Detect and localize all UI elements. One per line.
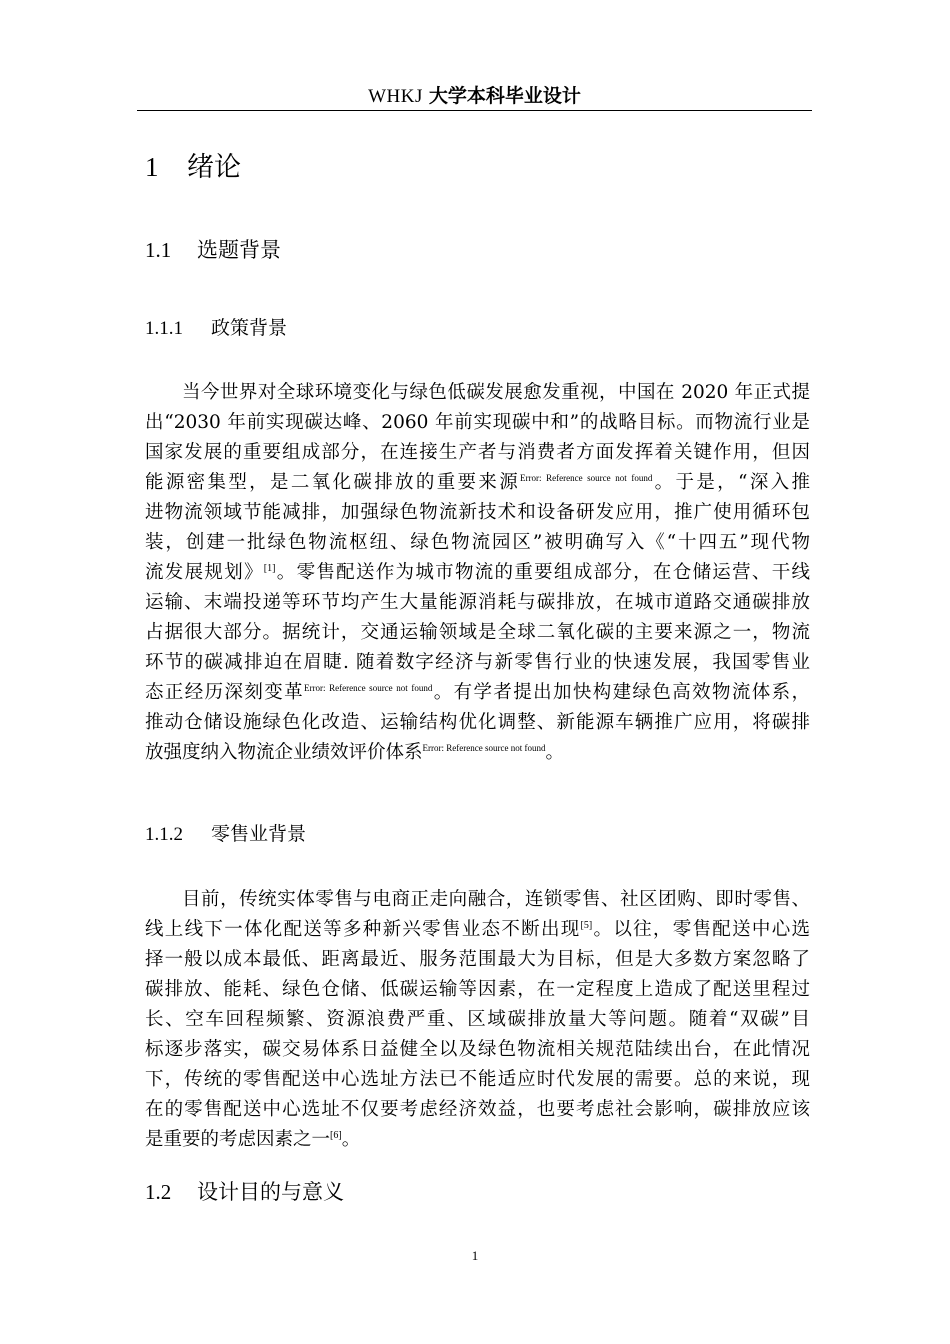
text-line: 进物流领域节能减排，加强绿色物流新技术和设备研发应用，推广使用循环包	[145, 502, 810, 523]
text-line: 国家发展的重要组成部分，在连接生产者与消费者方面发挥着关键作用，但因	[145, 442, 810, 463]
text-line: 推动仓储设施绿色化改造、运输结构优化调整、新能源车辆推广应用，将碳排	[145, 712, 810, 733]
paragraph-policy-background	[145, 378, 810, 768]
text-line: 当今世界对全球环境变化与绿色低碳发展愈发重视，中国在 2020 年正式提	[182, 382, 810, 403]
chapter-number: 1	[145, 152, 159, 182]
text-line: 下，传统的零售配送中心选址方法已不能适应时代发展的需要。总的来说，现	[145, 1069, 810, 1090]
subsection-title: 政策背景	[211, 317, 288, 339]
text-span: 放强度纳入物流企业绩效评价体系	[145, 742, 423, 763]
text-span: 。	[341, 1129, 361, 1150]
text-span: 。	[545, 742, 564, 763]
subsection-number: 1.1.1	[145, 318, 183, 339]
section-title: 设计目的与意义	[197, 1180, 344, 1204]
header-title: 大学本科毕业设计	[428, 85, 581, 107]
text-line	[145, 738, 810, 768]
text-span: 。零售配送作为城市物流的重要组成部分，在仓储运营、干线	[275, 562, 810, 583]
text-line: 在的零售配送中心选址不仅要考虑经济效益，也要考虑社会影响，碳排放应该	[145, 1099, 810, 1120]
text-line: 长、空车回程频繁、资源浪费严重、区域碳排放量大等问题。随着“双碳”目	[145, 1009, 810, 1030]
header-rule	[137, 110, 812, 111]
section-heading-1-1	[145, 236, 281, 264]
text-span: 态正经历深刻变革	[145, 682, 304, 703]
text-span: 是重要的考虑因素之一	[145, 1129, 331, 1150]
citation: [6]	[330, 1130, 342, 1141]
text-line: 占据很大部分。据统计，交通运输领域是全球二氧化碳的主要来源之一，物流	[145, 622, 810, 643]
text-line: 出“2030 年前实现碳达峰、2060 年前实现碳中和”的战略目标。而物流行业是	[145, 412, 810, 433]
text-span: 能源密集型，是二氧化碳排放的重要来源	[145, 472, 521, 493]
text-line	[145, 678, 810, 708]
citation: [1]	[263, 563, 276, 574]
text-line: 碳排放、能耗、绿色仓储、低碳运输等因素，在一定程度上造成了配送里程过	[145, 979, 810, 1000]
section-number: 1.2	[145, 1180, 172, 1204]
section-number: 1.1	[145, 238, 172, 262]
reference-error: Error: Reference source not found	[520, 473, 653, 483]
text-line: 标逐步落实，碳交易体系日益健全以及绿色物流相关规范陆续出台，在此情况	[145, 1039, 810, 1060]
section-heading-1-2	[145, 1178, 344, 1206]
reference-error: Error: Reference source not found	[422, 743, 546, 753]
text-span: 流发展规划》	[145, 562, 264, 583]
subsection-heading-1-1-2	[145, 821, 306, 848]
text-line: 装，创建一批绿色物流枢纽、绿色物流园区”被明确写入《“十四五”现代物	[145, 532, 810, 553]
subsection-title: 零售业背景	[211, 823, 307, 845]
text-line	[145, 468, 810, 498]
citation: [5]	[580, 920, 593, 931]
subsection-number: 1.1.2	[145, 824, 183, 845]
reference-error: Error: Reference source not found	[303, 683, 433, 693]
text-line: 运输、末端投递等环节均产生大量能源消耗与碳排放，在城市道路交通碳排放	[145, 592, 810, 613]
text-span: 。于是，“深入推	[652, 472, 810, 493]
section-title: 选题背景	[197, 238, 281, 262]
text-line	[145, 1125, 810, 1155]
page-header	[137, 84, 812, 111]
text-line: 目前，传统实体零售与电商正走向融合，连锁零售、社区团购、即时零售、	[182, 889, 810, 910]
chapter-heading	[145, 150, 241, 185]
text-span: 。以往，零售配送中心选	[592, 919, 810, 940]
text-span: 线上线下一体化配送等多种新兴零售业态不断出现	[145, 919, 581, 940]
subsection-heading-1-1-1	[145, 315, 287, 342]
text-line	[145, 558, 810, 588]
chapter-title: 绪论	[187, 152, 241, 183]
header-code: WHKJ	[368, 86, 423, 107]
text-span: 。有学者提出加快构建绿色高效物流体系，	[432, 682, 810, 703]
paragraph-retail-background	[145, 885, 810, 1155]
page-number: 1	[471, 1248, 479, 1263]
text-line: 环节的碳减排迫在眉睫. 随着数字经济与新零售行业的快速发展，我国零售业	[145, 652, 810, 673]
text-line: 择一般以成本最低、距离最近、服务范围最大为目标，但是大多数方案忽略了	[145, 949, 810, 970]
text-line	[145, 915, 810, 945]
